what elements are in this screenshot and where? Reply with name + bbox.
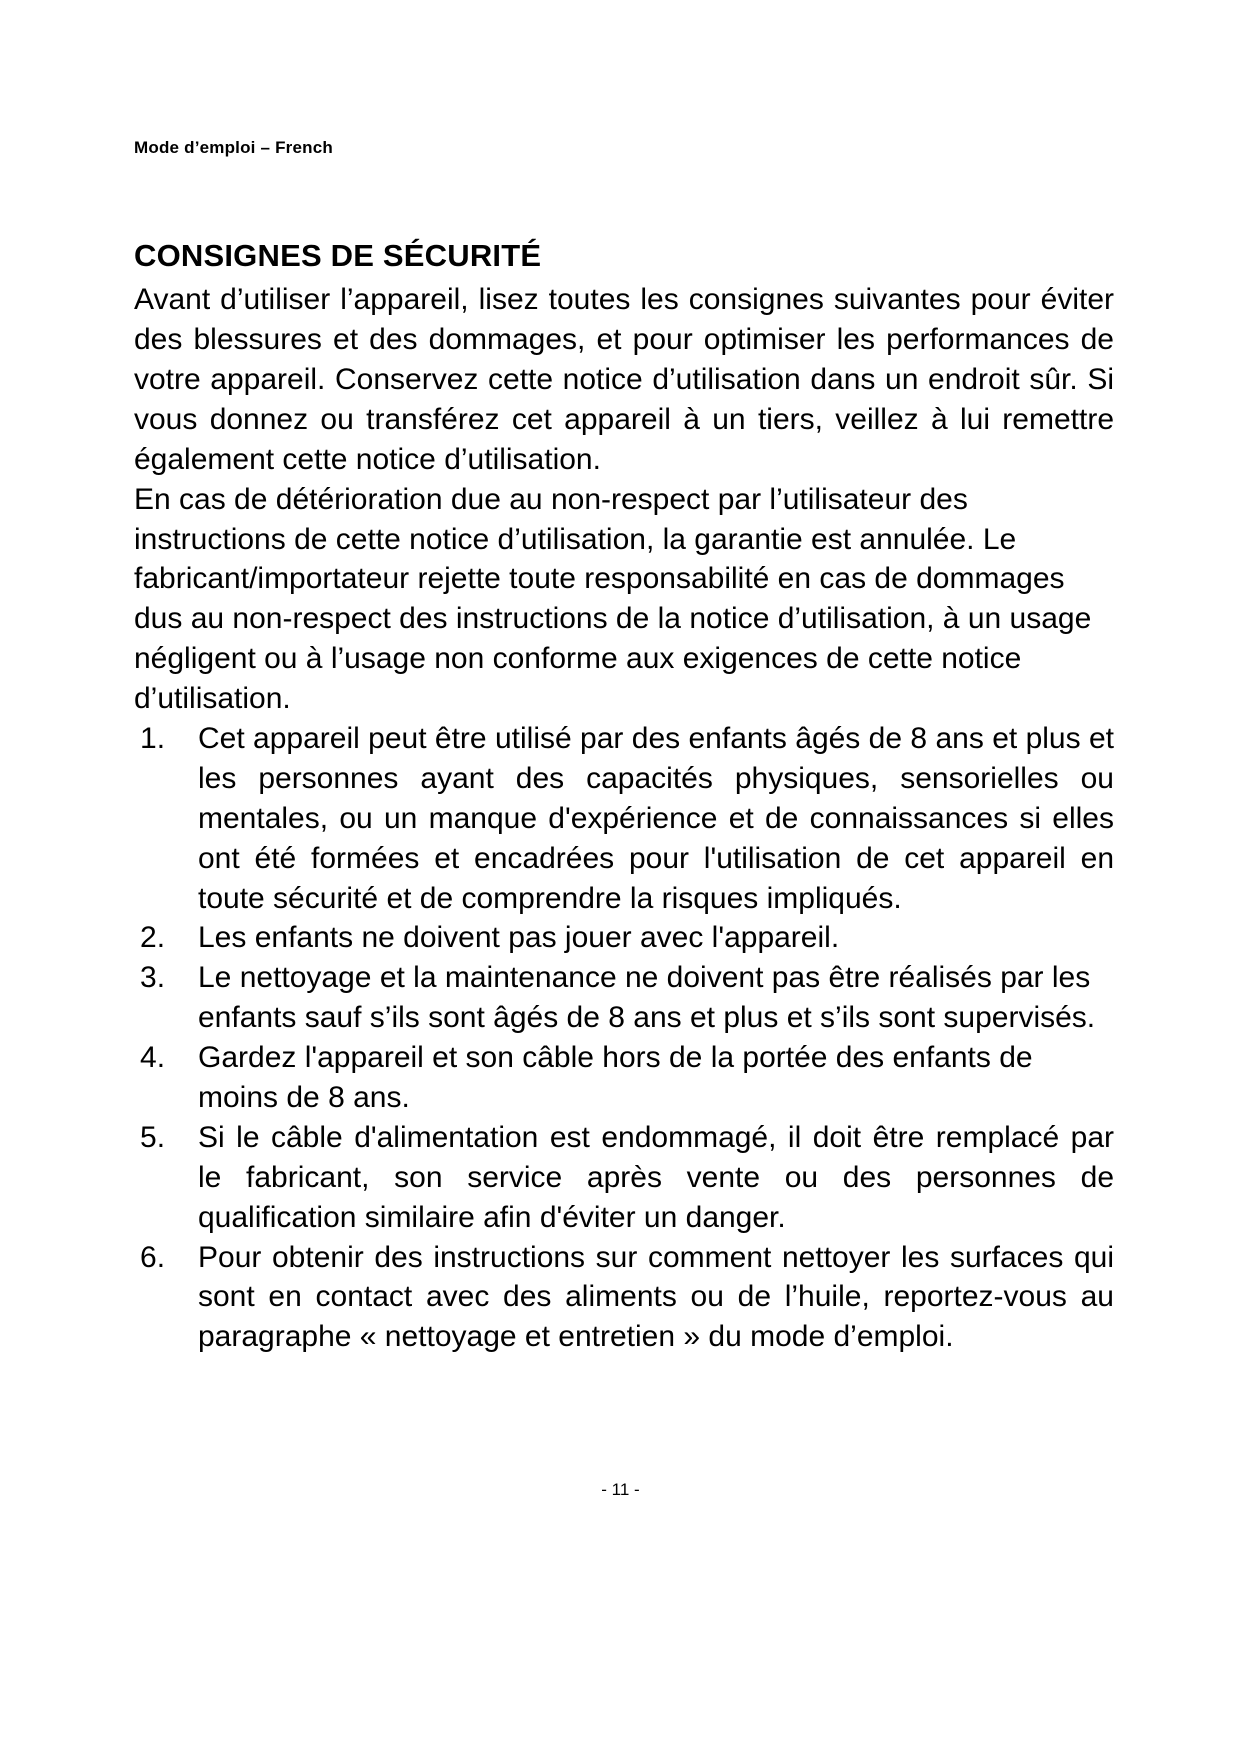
list-item: Les enfants ne doivent pas jouer avec l'appareil. [198, 921, 840, 955]
list-item: Si le câble d'alimentation est endommagé, il doit être remplacé par le fabricant, son service après vente ou des personnes de qualification similaire afin d'éviter un danger. [198, 1120, 1114, 1234]
list-item: Le nettoyage et la maintenance ne doivent pas être réalisés par les enfants sauf s’ils sont âgés de 8 ans et plus et s’ils sont supervisés. [198, 961, 1096, 1035]
safety-instructions-list [134, 719, 1114, 1357]
list-item: Cet appareil peut être utilisé par des enfants âgés de 8 ans et plus et les personnes ayant des capacités physiques, sensorielles ou mentales, ou un manque d'expérience et de connaissances si elles ont été formées et encadrées pour l'utilisation de cet appareil en toute sécurité et de comprendre la risques impliqués. [198, 721, 1114, 915]
section-title: CONSIGNES DE SÉCURITÉ [134, 238, 542, 273]
document-body [134, 237, 1114, 1357]
intro-paragraph-2: En cas de détérioration due au non-respect par l’utilisateur des instructions de cette notice d’utilisation, la garantie est annulée. Le fabricant/importateur rejette toute responsabilité en cas de dommages dus au non-respect des instructions de la notice d’utilisation, à un usage négligent ou à l’usage non conforme aux exigences de cette notice d’utilisation. [134, 482, 1092, 716]
page-number: - 11 - [601, 1480, 640, 1499]
list-item: Gardez l'appareil et son câble hors de la portée des enfants de moins de 8 ans. [198, 1041, 1033, 1114]
list-item: Pour obtenir des instructions sur comment nettoyer les surfaces qui sont en contact avec des aliments ou de l’huile, reportez-vous au paragraphe « nettoyage et entretien » du mode d’emploi. [198, 1240, 1114, 1354]
intro-paragraph-1: Avant d’utiliser l’appareil, lisez toutes les consignes suivantes pour éviter des blessures et des dommages, et pour optimiser les performances de votre appareil. Conservez cette notice d’utilisation dans un endroit sûr. Si vous donnez ou transférez cet appareil à un tiers, veillez à lui remettre également cette notice d’utilisation. [134, 283, 1114, 476]
document-header: Mode d’emploi – French [134, 138, 333, 157]
